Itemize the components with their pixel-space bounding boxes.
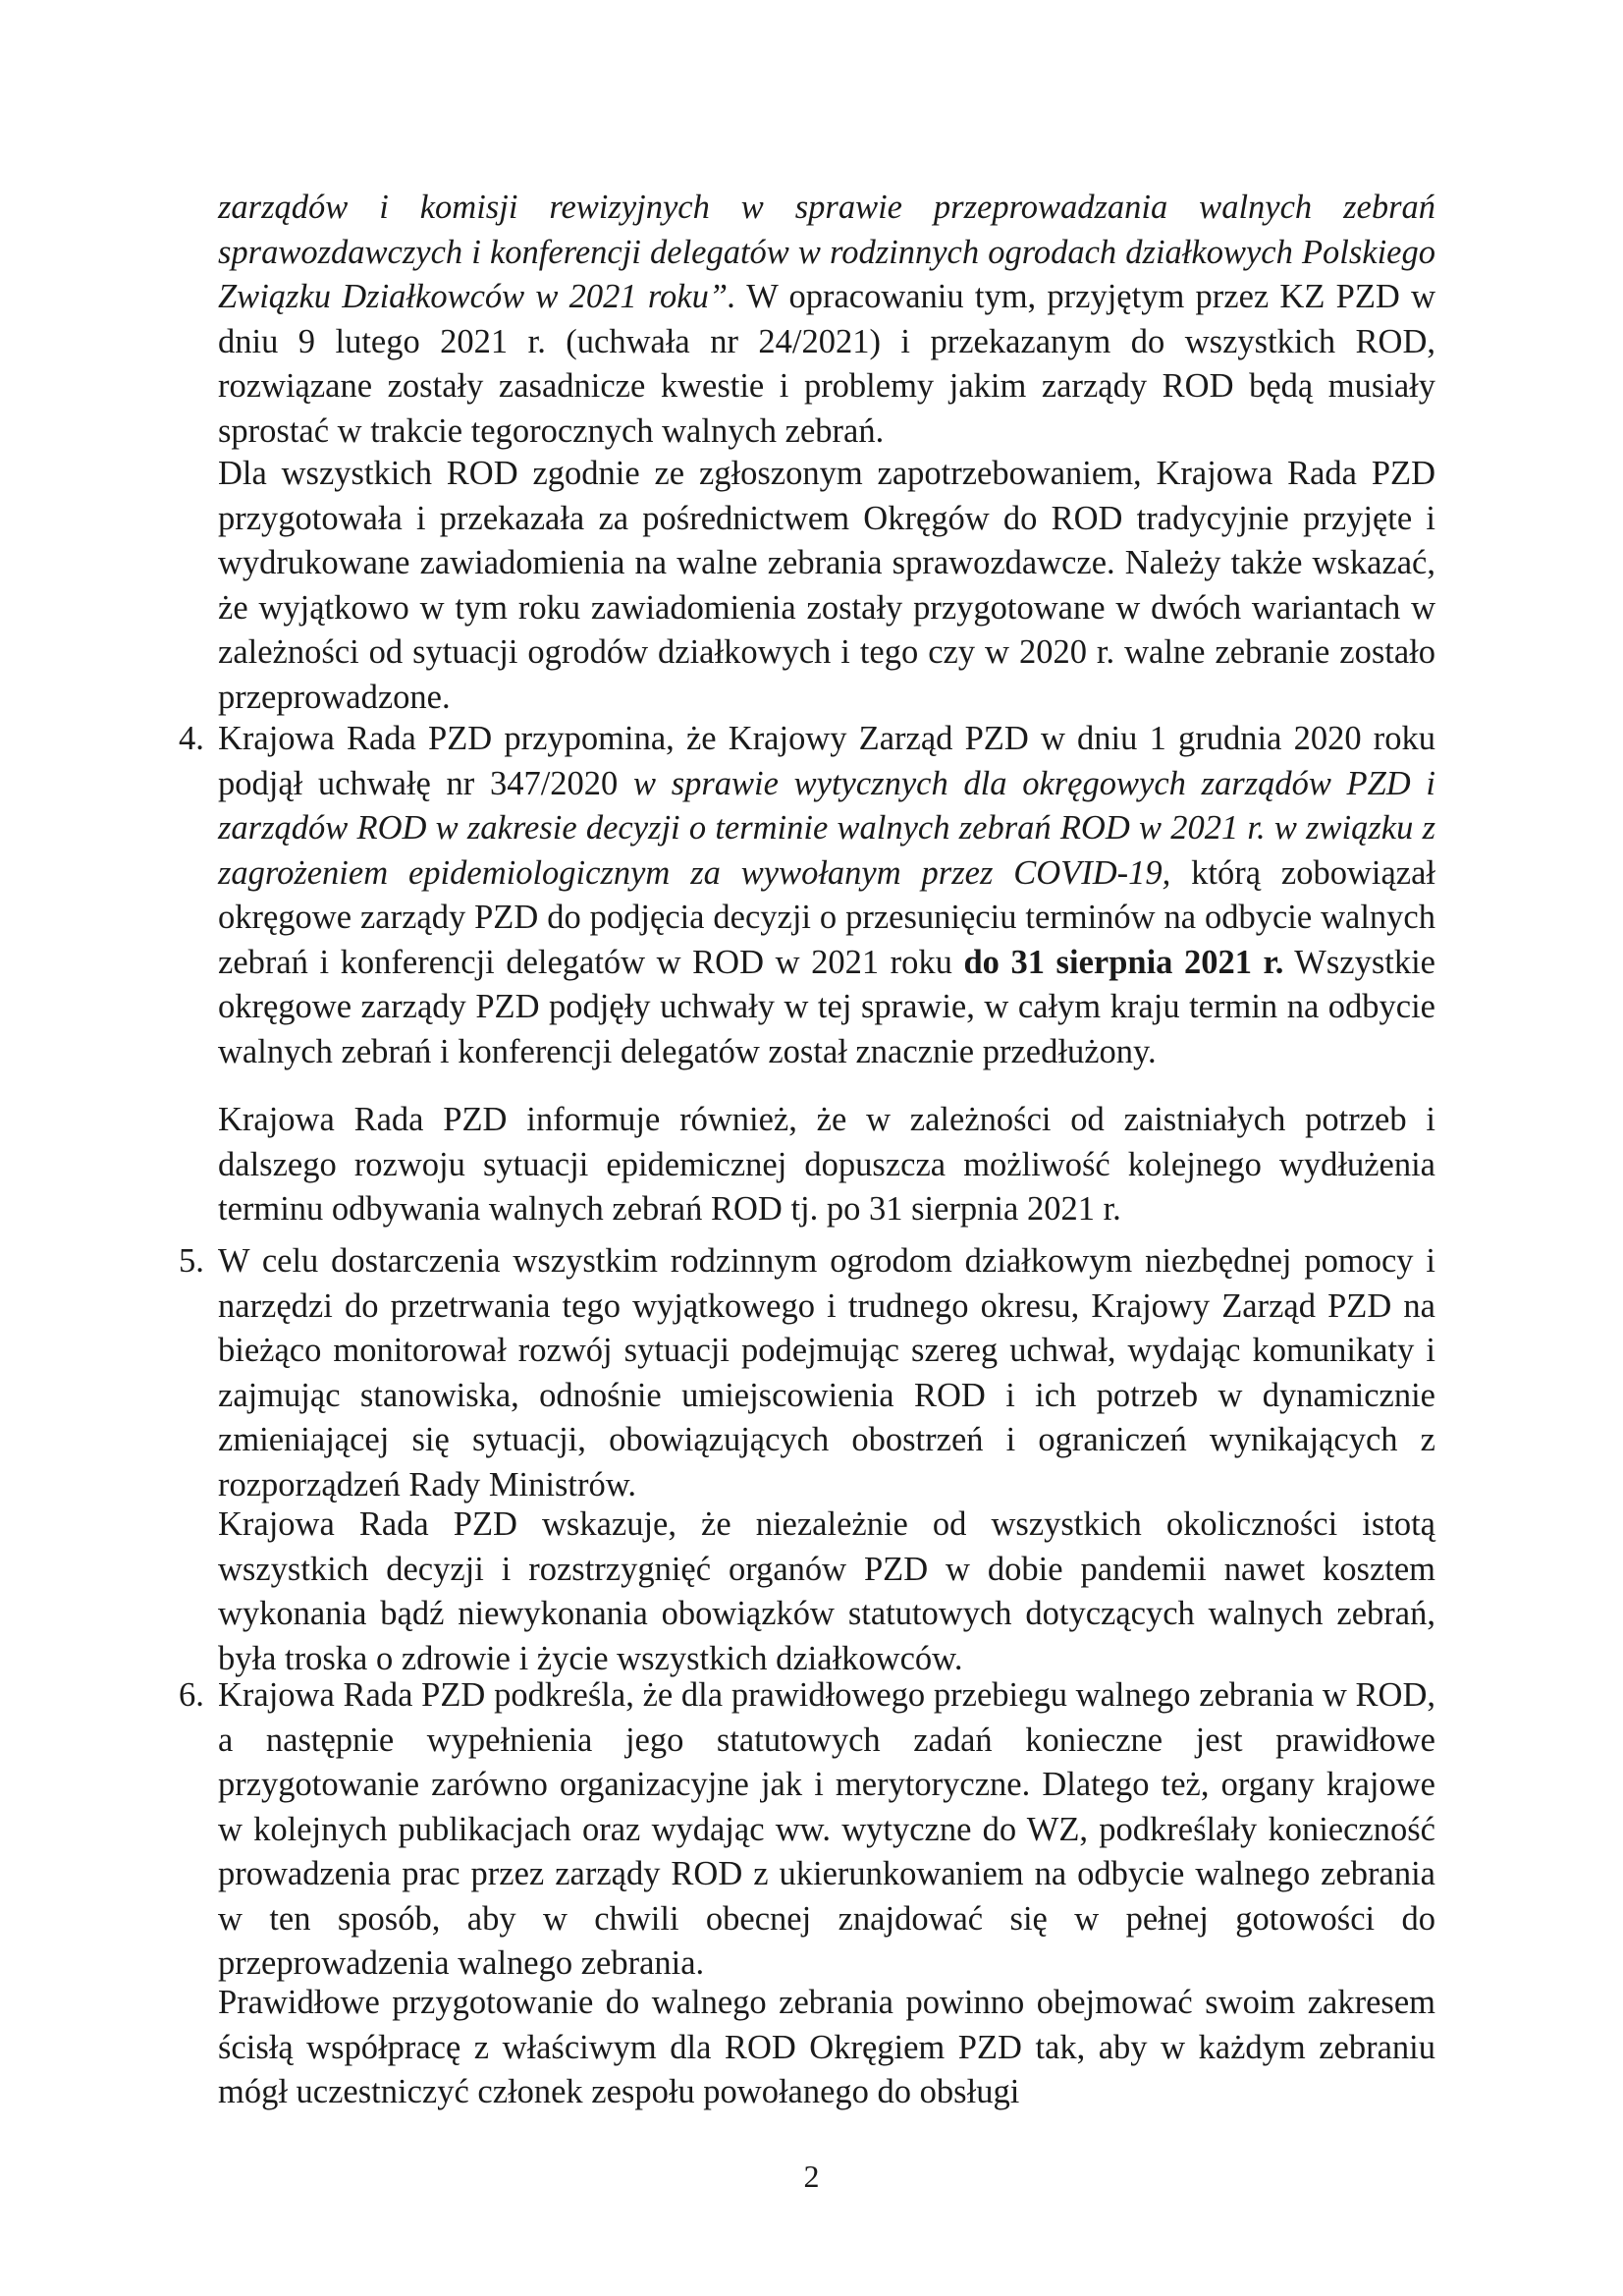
list-number: 4.	[179, 720, 204, 757]
list-number: 5.	[179, 1242, 204, 1280]
italic-title-fragment: zarządów i komisji rewizyjnych w sprawie przeprowadzania walnych zebrań sprawozdawczych i konferencji delegatów w rodzinnych ogrodach działkowych Polskiego Związku Działkowców w 2021 roku”.	[218, 189, 1435, 315]
paragraph-notifications-text: Dla wszystkich ROD zgodnie ze zgłoszonym zapotrzebowaniem, Krajowa Rada PZD przygotowała i przekazała za pośrednictwem Okręgów do ROD tradycyjnie przyjęte i wydrukowane zawiadomienia na walne zebrania sprawozdawcze. Należy także wskazać, że wyjątkowo w tym roku zawiadomienia zostały przygotowane w dwóch wariantach w zależności od sytuacji ogrodów działkowych i tego czy w 2020 r. walne zebranie zostało przeprowadzone.	[218, 455, 1435, 716]
item-4-text-b: którą zobowiązał okręgowe zarządy PZD do podjęcia decyzji o przesunięciu terminów na odbycie walnych zebrań i konferencji delegatów w ROD w 2021 roku	[218, 853, 1435, 981]
item-4-paragraph-2	[218, 1098, 1435, 1232]
item-4-text-c: Wszystkie okręgowe zarządy PZD podjęły uchwały w tej sprawie, w całym kraju termin na odbycie walnych zebrań i konferencji delegatów został znacznie przedłużony.	[218, 943, 1435, 1070]
item-4-text-a: Krajowa Rada PZD przypomina, że Krajowy Zarząd PZD w dniu 1 grudnia 2020 roku podjął uchwałę nr 347/2020	[218, 720, 1435, 802]
item-6-paragraph-2-text: Prawidłowe przygotowanie do walnego zebrania powinno obejmować swoim zakresem ścisłą współpracę z właściwym dla ROD Okręgiem PZD tak, aby w każdym zebraniu mógł uczestniczyć członek zespołu powołanego do obsługi	[218, 1984, 1435, 2110]
item-4-paragraph-2-text: Krajowa Rada PZD informuje również, że w zależności od zaistniałych potrzeb i dalszego rozwoju sytuacji epidemicznej dopuszcza możliwość kolejnego wydłużenia terminu odbywania walnych zebrań ROD tj. po 31 sierpnia 2021 r.	[218, 1101, 1435, 1228]
paragraph-notifications	[218, 452, 1435, 720]
item-5-paragraph-1-text: W celu dostarczenia wszystkim rodzinnym ogrodom działkowym niezbędnej pomocy i narzędzi do przetrwania tego wyjątkowego i trudnego okresu, Krajowy Zarząd PZD na bieżąco monitorował rozwój sytuacji podejmując szereg uchwał, wydając komunikaty i zajmując stanowiska, odnośnie umiejscowienia ROD i ich potrzeb w dynamicznie zmieniającej się sytuacji, obowiązujących obostrzeń i ograniczeń wynikających z rozporządzeń Rady Ministrów.	[218, 1242, 1435, 1503]
list-item-5	[179, 1239, 1435, 1507]
item-6-paragraph-1-text: Krajowa Rada PZD podkreśla, że dla prawidłowego przebiegu walnego zebrania w ROD, a następnie wypełnienia jego statutowych zadań konieczne jest prawidłowe przygotowanie zarówno organizacyjne jak i merytoryczne. Dlatego też, organy krajowe w kolejnych publikacjach oraz wydając ww. wytyczne do WZ, podkreślały konieczność prowadzenia prac przez zarządy ROD z ukierunkowaniem na odbycie walnego zebrania w ten sposób, aby w chwili obecnej znajdować się w pełnej gotowości do przeprowadzenia walnego zebrania.	[218, 1676, 1435, 1982]
continuation-text: W opracowaniu tym, przyjętym przez KZ PZD w dniu 9 lutego 2021 r. (uchwała nr 24/2021) i przekazanym do wszystkich ROD, rozwiązane zostały zasadnicze kwestie i problemy jakim zarządy ROD będą musiały sprostać w trakcie tegorocznych walnych zebrań.	[218, 278, 1435, 450]
item-4-bold-deadline: do 31 sierpnia 2021 r.	[963, 943, 1284, 981]
item-5-paragraph-2	[218, 1503, 1435, 1681]
item-5-paragraph-2-text: Krajowa Rada PZD wskazuje, że niezależnie od wszystkich okoliczności istotą wszystkich decyzji i rozstrzygnięć organów PZD w dobie pandemii nawet kosztem wykonania bądź niewykonania obowiązków statutowych dotyczących walnych zebrań, była troska o zdrowie i życie wszystkich działkowców.	[218, 1505, 1435, 1677]
list-item-4	[179, 717, 1435, 1074]
item-4-italic-title: w sprawie wytycznych dla okręgowych zarządów PZD i zarządów ROD w zakresie decyzji o terminie walnych zebrań ROD w 2021 r. w związku z zagrożeniem epidemiologicznym za wywołanym przez COVID-19,	[218, 764, 1435, 892]
list-number: 6.	[179, 1676, 204, 1714]
page-number: 2	[803, 2159, 820, 2194]
list-item-6	[179, 1673, 1435, 1987]
item-6-paragraph-2	[218, 1981, 1435, 2115]
continuation-paragraph	[218, 186, 1435, 454]
